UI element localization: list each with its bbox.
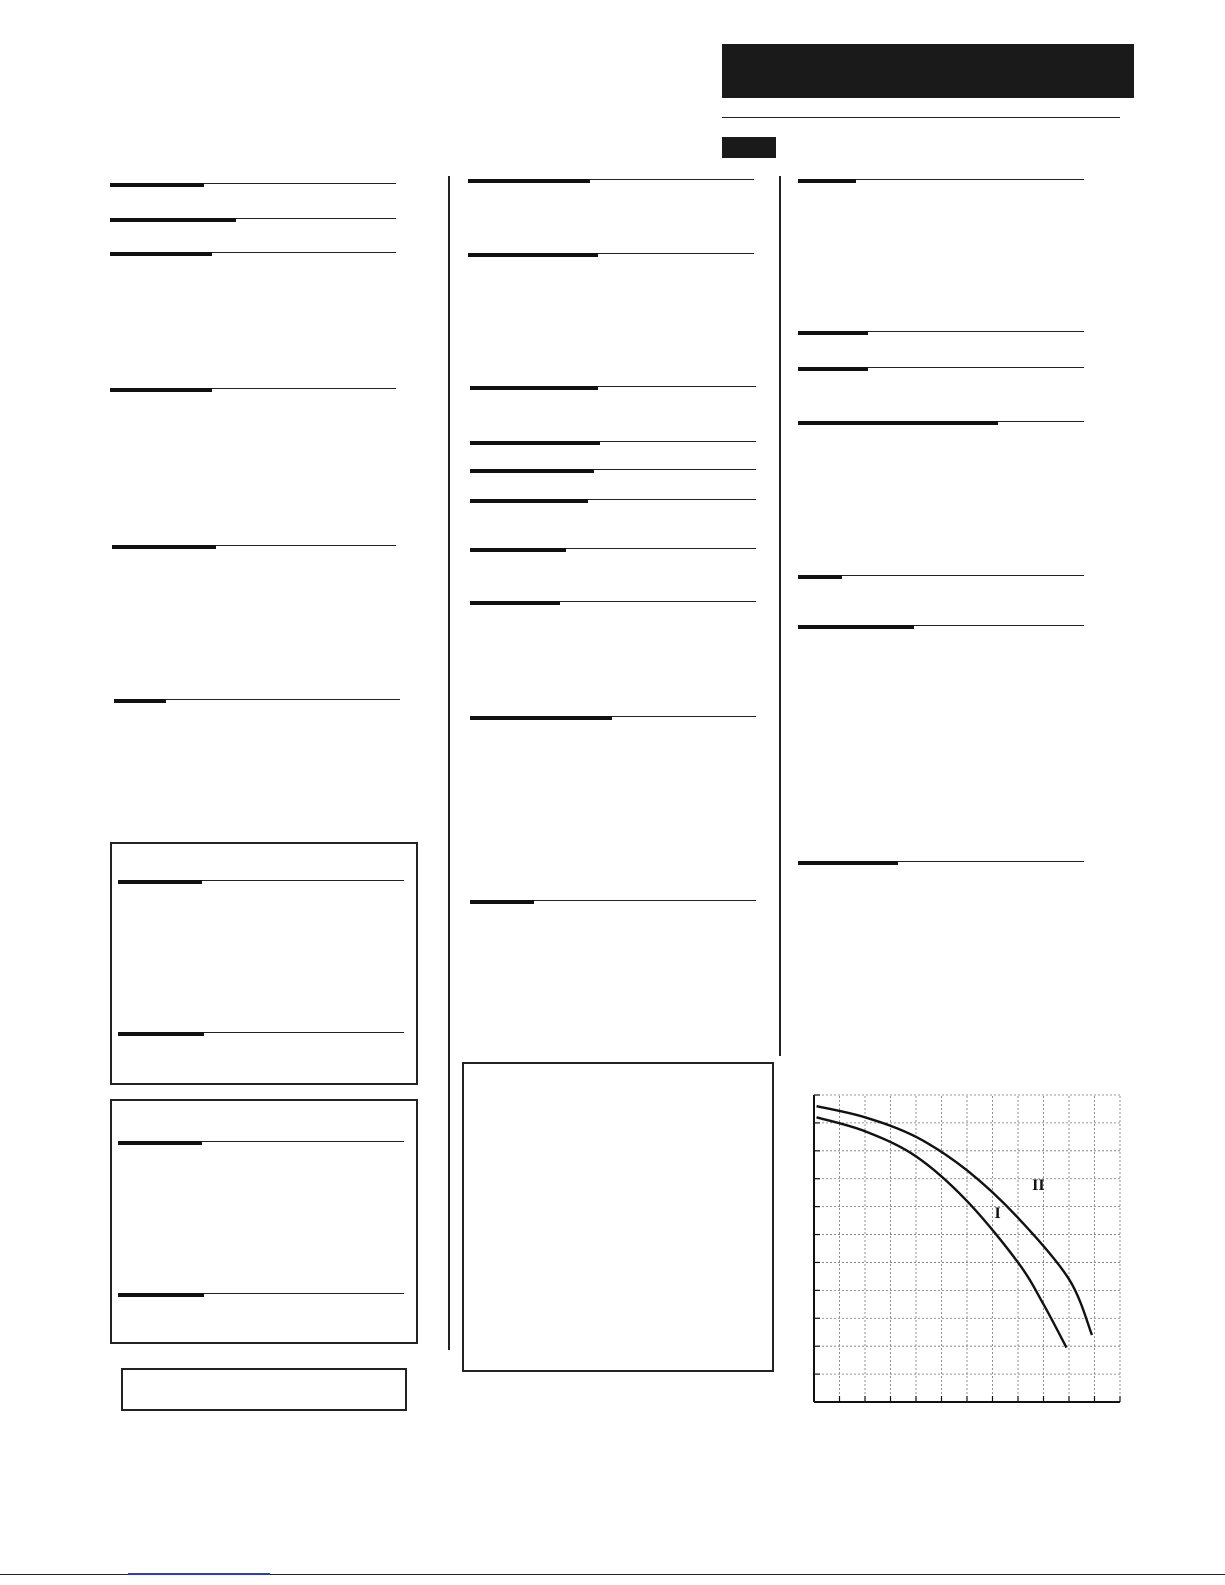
series-line-ii xyxy=(817,1106,1092,1335)
section-heading-rule xyxy=(468,179,754,183)
section-heading-rule xyxy=(798,575,1084,579)
info-box xyxy=(110,1099,418,1344)
section-heading-rule xyxy=(470,548,756,552)
section-heading-rule xyxy=(110,388,396,392)
performance-chart xyxy=(806,1086,1134,1410)
section-heading-rule xyxy=(798,331,1084,335)
box-heading-rule xyxy=(118,880,404,884)
column-separator-right xyxy=(779,176,781,1056)
section-heading-rule xyxy=(470,469,756,473)
box-heading-rule xyxy=(118,1293,404,1297)
section-heading-rule xyxy=(470,386,756,390)
section-heading-rule xyxy=(470,601,756,605)
box-heading-rule xyxy=(118,1141,404,1145)
section-heading-rule xyxy=(798,421,1084,425)
section-heading-rule xyxy=(468,253,754,257)
box-heading-rule xyxy=(118,1032,404,1036)
series-label-ii: II xyxy=(1032,1176,1045,1194)
section-tag xyxy=(722,137,776,158)
info-box xyxy=(462,1062,774,1372)
section-heading-rule xyxy=(114,699,400,703)
series-label-i: I xyxy=(994,1204,1001,1222)
chart-series-labels xyxy=(994,1177,1044,1222)
chart-grid xyxy=(814,1095,1120,1402)
section-heading-rule xyxy=(798,861,1084,865)
section-heading-rule xyxy=(470,716,756,720)
header-title-bar xyxy=(722,44,1134,98)
section-heading-rule xyxy=(470,441,756,445)
section-heading-rule xyxy=(470,499,756,503)
column-separator-left xyxy=(448,176,450,1350)
section-heading-rule xyxy=(798,179,1084,183)
section-heading-rule xyxy=(110,218,396,222)
section-heading-rule xyxy=(798,367,1084,371)
chart-series xyxy=(817,1106,1092,1347)
footer-link[interactable] xyxy=(128,1573,270,1575)
section-heading-rule xyxy=(112,545,396,549)
section-heading-rule xyxy=(798,625,1084,629)
info-box xyxy=(110,842,418,1085)
section-heading-rule xyxy=(110,183,396,187)
note-box xyxy=(121,1368,407,1411)
header-rule xyxy=(722,117,1120,118)
section-heading-rule xyxy=(110,252,396,256)
section-heading-rule xyxy=(470,900,756,904)
